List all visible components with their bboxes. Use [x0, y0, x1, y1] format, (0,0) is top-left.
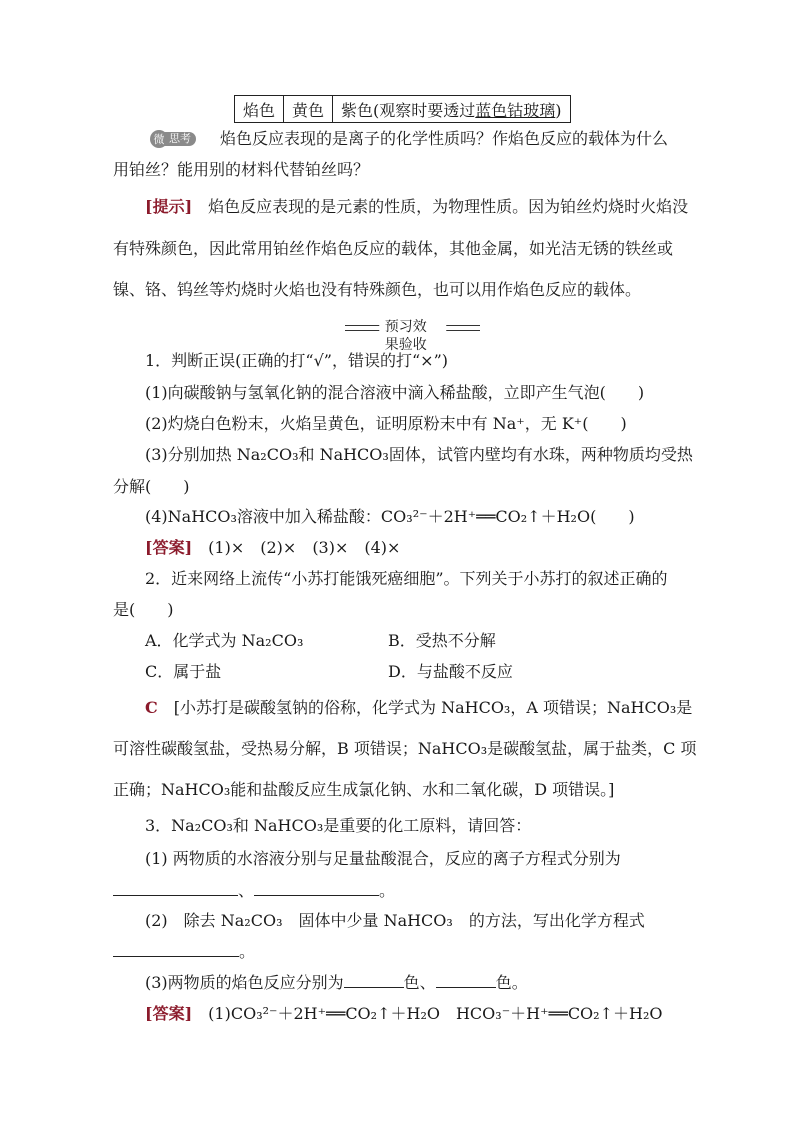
q3-part3 [145, 972, 528, 994]
table-cell-purple [333, 96, 571, 123]
q2-explain-text1: [小苏打是碳酸氢钠的俗称，化学式为 NaHCO₃，A 项错误；NaHCO₃是 [173, 698, 693, 717]
blank-2[interactable] [254, 881, 379, 896]
hint-line3: 镍、铬、钨丝等灼烧时火焰也没有特殊颜色，也可以用作焰色反应的载体。 [113, 280, 642, 299]
think-question-line2: 用铂丝？能用别的材料代替铂丝吗？ [113, 160, 370, 179]
q1-item3a: (3)分别加热 Na₂CO₃和 NaHCO₃固体，试管内壁均有水珠，两种物质均受热 [145, 445, 693, 464]
q3-part2: (2) 除去 Na₂CO₃ 固体中少量 NaHCO₃ 的方法，写出化学方程式 [145, 911, 645, 930]
answer-label-3: [答案] [145, 1004, 193, 1023]
blank-end: 。 [379, 881, 396, 900]
blank-3[interactable] [113, 942, 239, 957]
q2-option-d: D．与盐酸不反应 [388, 662, 513, 681]
q2-stem2: 是( ) [113, 600, 174, 619]
blank-sep: 、 [238, 881, 255, 900]
think-question-line1: 焰色反应表现的是离子的化学性质吗？作焰色反应的载体为什么 [220, 129, 669, 148]
blank-5[interactable] [436, 973, 496, 988]
q1-stem: 1．判断正误(正确的打“√”，错误的打“×”) [145, 351, 448, 370]
q1-item2: (2)灼烧白色粉末，火焰呈黄色，证明原粉末中有 Na⁺，无 K⁺( ) [145, 414, 627, 433]
q2-option-a: A．化学式为 Na₂CO₃ [145, 631, 304, 650]
q1-answer [145, 537, 400, 559]
hint-label: [提示] [145, 197, 193, 216]
section-header [345, 318, 480, 353]
q1-item4: (4)NaHCO₃溶液中加入稀盐酸：CO₃²⁻＋2H⁺══CO₂↑＋H₂O( ) [145, 507, 635, 526]
q2-option-c: C．属于盐 [145, 662, 222, 681]
hint-text1: 焰色反应表现的是元素的性质，为物理性质。因为铂丝灼烧时火焰没 [208, 197, 689, 216]
purple-text: 紫色(观察时要透过 [341, 100, 476, 120]
cobalt-glass-text: 蓝色钴玻璃 [475, 100, 556, 120]
q1-item1: (1)向碳酸钠与氢氧化钠的混合溶液中滴入稀盐酸，立即产生气泡( ) [145, 383, 645, 402]
q2-explain-line1 [145, 697, 692, 719]
think-badge-text: 思考 [164, 132, 196, 146]
q3-part1: (1) 两物质的水溶液分别与足量盐酸混合，反应的离子方程式分别为 [145, 849, 621, 868]
q3-stem: 3．Na₂CO₃和 NaHCO₃是重要的化工原料，请回答： [145, 816, 532, 835]
q3-answer-text: (1)CO₃²⁻＋2H⁺══CO₂↑＋H₂O HCO₃⁻＋H⁺══CO₂↑＋H₂O [208, 1004, 663, 1023]
q3-part3-mid: 色、 [403, 973, 436, 992]
answer-label: [答案] [145, 538, 193, 557]
think-badge [150, 130, 196, 148]
blank-4[interactable] [344, 973, 404, 988]
answer-text: (1)× (2)× (3)× (4)× [208, 538, 401, 557]
q3-answer [145, 1003, 662, 1025]
blank-end-2: 。 [239, 942, 256, 961]
table-cell-yellow: 黄色 [284, 96, 333, 123]
q3-part2-blank [113, 941, 255, 963]
blank-1[interactable] [113, 881, 238, 896]
q2-option-b: B．受热不分解 [388, 631, 496, 650]
paren-close: ) [555, 100, 562, 120]
q1-item3b: 分解( ) [113, 477, 190, 496]
table-cell-flame: 焰色 [235, 96, 284, 123]
q3-part1-blanks [113, 880, 395, 902]
section-title: 预习效果验收 [379, 318, 447, 354]
q2-explain-line2: 可溶性碳酸氢盐，受热易分解，B 项错误；NaHCO₃是碳酸氢盐，属于盐类，C 项 [113, 739, 697, 758]
q2-answer-letter: C [145, 698, 158, 717]
hint-line2: 有特殊颜色，因此常用铂丝作焰色反应的载体，其他金属，如光洁无锈的铁丝或 [113, 239, 674, 258]
q2-stem1: 2．近来网络上流传“小苏打能饿死癌细胞”。下列关于小苏打的叙述正确的 [145, 569, 668, 588]
flame-color-table [234, 95, 571, 123]
think-badge-icon: 微 [150, 130, 168, 148]
hint-line1 [145, 196, 688, 218]
q2-explain-line3: 正确；NaHCO₃能和盐酸反应生成氯化钠、水和二氧化碳，D 项错误。] [113, 780, 615, 799]
q3-part3-text: (3)两物质的焰色反应分别为 [145, 973, 344, 992]
q3-part3-end: 色。 [495, 973, 528, 992]
